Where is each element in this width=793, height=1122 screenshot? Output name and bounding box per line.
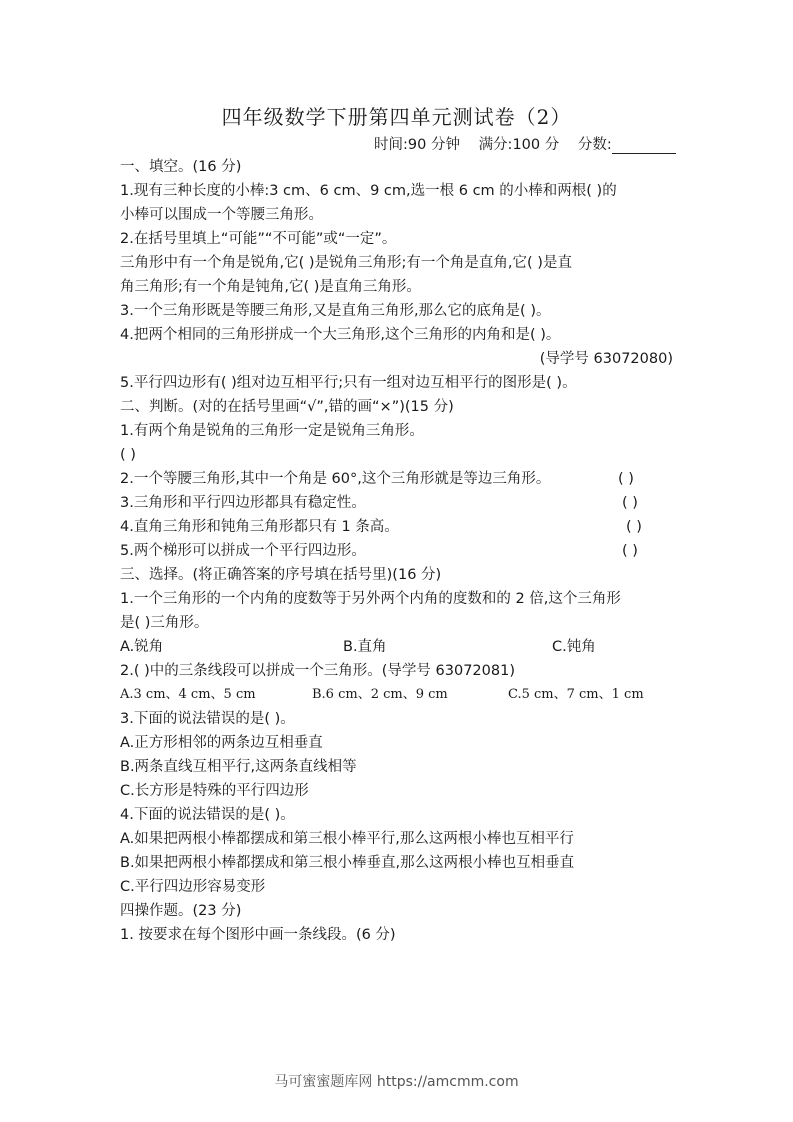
option-3-2-c[interactable]: C.5 cm、7 cm、1 cm [508, 687, 644, 702]
question-3-2: 2.( )中的三条线段可以拼成一个三角形。(导学号 63072081) [120, 663, 515, 679]
answer-paren-2-2[interactable]: ( ) [618, 471, 634, 487]
question-1-4: 4.把两个相同的三角形拼成一个大三角形,这个三角形的内角和是( )。 [120, 327, 561, 343]
page-title: 四年级数学下册第四单元测试卷（2） [221, 105, 572, 129]
full-score: 满分:100 分 [478, 137, 560, 153]
score-label: 分数: [577, 137, 612, 153]
question-1-3: 3.一个三角形既是等腰三角形,又是直角三角形,那么它的底角是( )。 [120, 303, 551, 319]
section-2-heading: 二、判断。(对的在括号里画“√”,错的画“×”)(15 分) [120, 399, 454, 415]
guide-number: (导学号 63072080) [539, 351, 673, 367]
question-1-2-line1: 三角形中有一个角是锐角,它( )是锐角三角形;有一个角是直角,它( )是直 [120, 255, 572, 271]
question-3-4: 4.下面的说法错误的是( )。 [120, 807, 295, 823]
question-2-5: 5.两个梯形可以拼成一个平行四边形。 [120, 543, 366, 559]
question-2-2: 2.一个等腰三角形,其中一个角是 60°,这个三角形就是等边三角形。 [120, 471, 551, 487]
question-3-3: 3.下面的说法错误的是( )。 [120, 711, 295, 727]
section-1-heading: 一、填空。(16 分) [120, 159, 242, 175]
question-2-4: 4.直角三角形和钝角三角形都只有 1 条高。 [120, 519, 399, 535]
question-4-1: 1. 按要求在每个图形中画一条线段。(6 分) [120, 927, 396, 943]
question-1-1: 1.现有三种长度的小棒:3 cm、6 cm、9 cm,选一根 6 cm 的小棒和两根( )的 [120, 183, 617, 199]
answer-paren-2-3[interactable]: ( ) [622, 495, 638, 511]
option-3-4-c[interactable]: C.平行四边形容易变形 [120, 879, 266, 895]
question-1-2: 2.在括号里填上“可能”“不可能”或“一定”。 [120, 231, 397, 247]
option-3-3-b[interactable]: B.两条直线互相平行,这两条直线相等 [120, 759, 357, 775]
answer-paren-2-4[interactable]: ( ) [626, 519, 642, 535]
answer-paren-2-5[interactable]: ( ) [622, 543, 638, 559]
option-3-4-b[interactable]: B.如果把两根小棒都摆成和第三根小棒垂直,那么这两根小棒也互相垂直 [120, 855, 575, 871]
option-3-1-c[interactable]: C.钝角 [552, 639, 596, 655]
question-2-3: 3.三角形和平行四边形都具有稳定性。 [120, 495, 366, 511]
option-3-3-c[interactable]: C.长方形是特殊的平行四边形 [120, 783, 309, 799]
question-3-1: 1.一个三角形的一个内角的度数等于另外两个内角的度数和的 2 倍,这个三角形 [120, 591, 621, 607]
footer-watermark: 马可蜜蜜题库网 https://amcmm.com [274, 1074, 519, 1090]
section-3-heading: 三、选择。(将正确答案的序号填在括号里)(16 分) [120, 567, 442, 583]
question-2-1: 1.有两个角是锐角的三角形一定是锐角三角形。 [120, 423, 424, 439]
score-blank[interactable] [612, 138, 676, 154]
question-1-5: 5.平行四边形有( )组对边互相平行;只有一组对边互相平行的图形是( )。 [120, 375, 577, 391]
question-1-1-cont: 小棒可以围成一个等腰三角形。 [120, 207, 323, 223]
option-3-4-a[interactable]: A.如果把两根小棒都摆成和第三根小棒平行,那么这两根小棒也互相平行 [120, 831, 574, 847]
option-3-1-b[interactable]: B.直角 [343, 639, 387, 655]
option-3-2-a[interactable]: A.3 cm、4 cm、5 cm [120, 687, 256, 702]
exam-meta [374, 133, 676, 154]
option-3-3-a[interactable]: A.正方形相邻的两条边互相垂直 [120, 735, 323, 751]
option-3-2-b[interactable]: B.6 cm、2 cm、9 cm [312, 687, 448, 702]
question-3-1-cont: 是( )三角形。 [120, 615, 209, 631]
time-limit: 时间:90 分钟 [374, 137, 460, 153]
question-1-2-line2: 角三角形;有一个角是钝角,它( )是直角三角形。 [120, 279, 421, 295]
option-3-1-a[interactable]: A.锐角 [120, 639, 164, 655]
section-4-heading: 四操作题。(23 分) [120, 903, 242, 919]
answer-paren-2-1[interactable]: ( ) [120, 447, 136, 463]
